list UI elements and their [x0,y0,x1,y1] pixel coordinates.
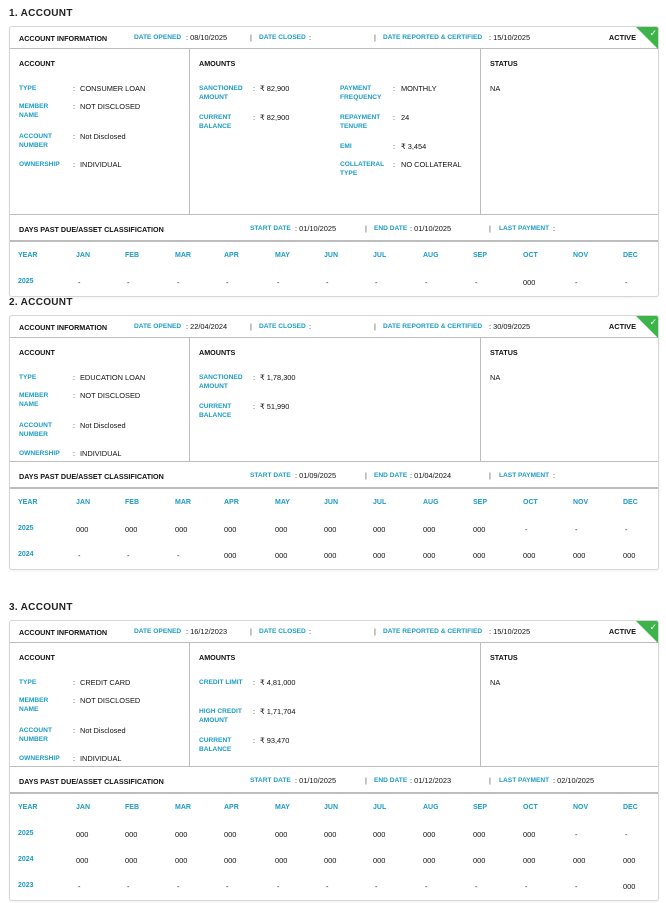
month-header-sep: SEP [473,804,488,811]
dpd-cell: 000 [125,525,138,534]
divider-pipe: | [250,627,252,636]
colon: : [253,113,256,122]
type-value: CREDIT CARD [80,678,131,687]
month-header-jun: JUN [324,252,339,259]
colon: : [73,696,76,705]
amount-label: PAYMENT FREQUENCY [340,85,382,101]
amount-value: ₹ 1,78,300 [260,373,296,382]
account-column [10,49,189,214]
member-name-label: MEMBER NAME [19,392,49,408]
account-number-value: Not Disclosed [80,132,126,141]
dpd-year: 2025 [18,278,34,285]
dpd-cell: 000 [473,856,486,865]
status-badge: ACTIVE [608,627,636,636]
dpd-cell: - [177,551,180,560]
dpd-heading: DAYS PAST DUE/ASSET CLASSIFICATION [19,777,164,786]
colon: : [253,84,256,93]
dpd-year: 2025 [18,830,34,837]
date-closed-value: : [309,33,312,42]
start-date-value: : 01/10/2025 [295,776,337,785]
dpd-cell: 000 [125,830,138,839]
member-name-label: MEMBER NAME [19,103,49,119]
account-column-heading: ACCOUNT [19,653,55,662]
dpd-cell: - [525,525,528,534]
ownership-label: OWNERSHIP [19,755,60,762]
month-header-sep: SEP [473,252,488,259]
dpd-cell: - [475,882,478,891]
dpd-cell: 000 [125,856,138,865]
account-column [10,643,189,766]
month-header-aug: AUG [423,499,439,506]
check-icon: ✓ [649,28,657,38]
end-date-value: : 01/10/2025 [410,224,452,233]
colon: : [393,84,396,93]
check-icon: ✓ [649,622,657,632]
account-section [9,6,659,306]
month-header-aug: AUG [423,252,439,259]
colon: : [253,678,256,687]
dpd-cell: 000 [523,830,536,839]
account-section-title: 1. ACCOUNT [9,8,73,19]
dpd-cell: - [127,551,130,560]
start-date-label: START DATE [250,225,291,232]
amount-label: CURRENT BALANCE [199,737,232,753]
ownership-label: OWNERSHIP [19,161,60,168]
date-reported-label: DATE REPORTED & CERTIFIED [383,628,483,635]
account-info-header [10,316,659,338]
account-card [9,620,659,901]
dpd-cell: 000 [423,830,436,839]
colon: : [73,84,76,93]
dpd-cell: - [277,278,280,287]
start-date-label: START DATE [250,472,291,479]
month-header-jul: JUL [373,252,387,259]
dpd-cell: - [375,882,378,891]
dpd-cell: 000 [76,525,89,534]
colon: : [73,102,76,111]
amount-value: ₹ 82,900 [260,84,290,93]
amount-label: CURRENT BALANCE [199,403,232,419]
dpd-cell: 000 [523,278,536,287]
dpd-cell: 000 [175,856,188,865]
colon: : [73,678,76,687]
dpd-cell: - [127,278,130,287]
dpd-year: 2024 [18,551,34,558]
date-opened-label: DATE OPENED [134,628,182,635]
year-header: YEAR [18,252,38,259]
colon: : [73,132,76,141]
month-header-nov: NOV [573,252,589,259]
amount-label: COLLATERAL TYPE [340,161,385,177]
dpd-cell: - [475,278,478,287]
year-header: YEAR [18,499,38,506]
ownership-value: INDIVIDUAL [80,754,122,763]
colon: : [393,113,396,122]
dpd-heading: DAYS PAST DUE/ASSET CLASSIFICATION [19,225,164,234]
dpd-cell: 000 [175,830,188,839]
dpd-cell: 000 [523,856,536,865]
amount-label: REPAYMENT TENURE [340,114,381,130]
start-date-value: : 01/10/2025 [295,224,337,233]
divider-pipe: | [365,776,367,785]
dpd-cell: 000 [224,830,237,839]
dpd-cell: - [525,882,528,891]
dpd-cell: 000 [175,525,188,534]
month-header-apr: APR [224,252,239,259]
dpd-year: 2024 [18,856,34,863]
dpd-cell: - [625,278,628,287]
dpd-cell: 000 [275,856,288,865]
dpd-cell: - [78,278,81,287]
end-date-label: END DATE [374,777,408,784]
dpd-cell: 000 [324,830,337,839]
status-value: NA [490,678,501,687]
type-value: CONSUMER LOAN [80,84,146,93]
amount-value: MONTHLY [401,84,437,93]
month-header-apr: APR [224,499,239,506]
amount-value: NO COLLATERAL [401,160,462,169]
dpd-cell: 000 [623,856,636,865]
date-reported-value: : 30/09/2025 [489,322,531,331]
colon: : [73,449,76,458]
dpd-cell: 000 [275,830,288,839]
status-badge: ACTIVE [608,322,636,331]
last-payment-label: LAST PAYMENT [499,225,550,232]
account-info-header [10,27,659,49]
date-opened-value: : 22/04/2024 [186,322,228,331]
dpd-cell: 000 [275,551,288,560]
colon: : [253,373,256,382]
amounts-column [189,643,480,766]
amount-value: ₹ 93,470 [260,736,290,745]
last-payment-value: : [553,224,556,233]
divider-pipe: | [374,33,376,42]
dpd-cell: - [226,882,229,891]
month-header-mar: MAR [175,252,191,259]
amount-label: SANCTIONED AMOUNT [199,374,243,390]
dpd-cell: 000 [373,525,386,534]
dpd-cell: 000 [423,525,436,534]
dpd-cell: 000 [573,551,586,560]
month-header-feb: FEB [125,804,139,811]
date-reported-label: DATE REPORTED & CERTIFIED [383,323,483,330]
last-payment-value: : 02/10/2025 [553,776,595,785]
date-reported-label: DATE REPORTED & CERTIFIED [383,34,483,41]
divider-pipe: | [250,322,252,331]
account-column-heading: ACCOUNT [19,59,55,68]
month-header-mar: MAR [175,499,191,506]
dpd-year: 2023 [18,882,34,889]
month-header-oct: OCT [523,252,538,259]
dpd-cell: 000 [623,882,636,891]
amount-label: CREDIT LIMIT [199,679,243,686]
divider-pipe: | [489,471,491,480]
member-name-value: NOT DISCLOSED [80,391,141,400]
amount-value: 24 [401,113,410,122]
account-info-grid [10,338,659,462]
account-section-title: 3. ACCOUNT [9,602,73,613]
dpd-cell: - [127,882,130,891]
colon: : [393,142,396,151]
dpd-cell: 000 [373,551,386,560]
last-payment-label: LAST PAYMENT [499,472,550,479]
dpd-cell: 000 [623,551,636,560]
ownership-label: OWNERSHIP [19,450,60,457]
month-header-oct: OCT [523,804,538,811]
month-header-jun: JUN [324,804,339,811]
colon: : [73,373,76,382]
dpd-cell: 000 [224,525,237,534]
month-header-jan: JAN [76,499,91,506]
type-label: TYPE [19,374,37,381]
colon: : [73,160,76,169]
dpd-cell: - [625,830,628,839]
colon: : [253,736,256,745]
amount-value: ₹ 82,900 [260,113,290,122]
end-date-label: END DATE [374,225,408,232]
status-badge: ACTIVE [608,33,636,42]
colon: : [253,707,256,716]
month-header-feb: FEB [125,499,139,506]
date-opened-label: DATE OPENED [134,323,182,330]
type-label: TYPE [19,679,37,686]
dpd-cell: 000 [324,551,337,560]
amounts-column-heading: AMOUNTS [199,59,236,68]
dpd-cell: - [177,882,180,891]
dpd-cell: - [78,551,81,560]
month-header-may: MAY [275,804,290,811]
dpd-table [10,242,659,294]
account-info-heading: ACCOUNT INFORMATION [19,323,108,332]
colon: : [73,754,76,763]
account-section [9,295,659,595]
ownership-value: INDIVIDUAL [80,449,122,458]
colon: : [73,421,76,430]
divider-pipe: | [250,33,252,42]
dpd-cell: 000 [473,525,486,534]
account-column-heading: ACCOUNT [19,348,55,357]
month-header-mar: MAR [175,804,191,811]
account-info-heading: ACCOUNT INFORMATION [19,628,108,637]
amounts-column-heading: AMOUNTS [199,348,236,357]
month-header-jan: JAN [76,252,91,259]
dpd-header [10,215,659,242]
dpd-header [10,462,659,489]
amount-value: ₹ 4,81,000 [260,678,296,687]
dpd-cell: 000 [373,856,386,865]
dpd-cell: - [177,278,180,287]
amounts-column-heading: AMOUNTS [199,653,236,662]
amount-label: CURRENT BALANCE [199,114,232,130]
dpd-table [10,489,659,567]
dpd-cell: - [78,882,81,891]
divider-pipe: | [489,224,491,233]
dpd-cell: - [575,882,578,891]
dpd-cell: 000 [423,551,436,560]
amount-value: ₹ 51,990 [260,402,290,411]
amount-label: EMI [340,143,352,150]
month-header-may: MAY [275,499,290,506]
month-header-may: MAY [275,252,290,259]
dpd-cell: 000 [573,856,586,865]
month-header-jul: JUL [373,804,387,811]
dpd-cell: 000 [224,856,237,865]
dpd-cell: 000 [523,551,536,560]
status-column-heading: STATUS [490,59,518,68]
amounts-column [189,49,480,214]
month-header-nov: NOV [573,804,589,811]
month-header-feb: FEB [125,252,139,259]
status-column [480,338,659,461]
dpd-cell: 000 [324,856,337,865]
colon: : [393,160,396,169]
dpd-cell: - [326,882,329,891]
ownership-value: INDIVIDUAL [80,160,122,169]
month-header-dec: DEC [623,499,638,506]
start-date-label: START DATE [250,777,291,784]
dpd-cell: - [326,278,329,287]
dpd-cell: 000 [76,856,89,865]
dpd-cell: - [575,525,578,534]
status-value: NA [490,84,501,93]
type-label: TYPE [19,85,37,92]
colon: : [73,391,76,400]
date-reported-value: : 15/10/2025 [489,33,531,42]
status-value: NA [490,373,501,382]
account-info-grid [10,643,659,767]
dpd-table [10,794,659,898]
type-value: EDUCATION LOAN [80,373,146,382]
month-header-jun: JUN [324,499,339,506]
start-date-value: : 01/09/2025 [295,471,337,480]
dpd-heading: DAYS PAST DUE/ASSET CLASSIFICATION [19,472,164,481]
date-opened-value: : 16/12/2023 [186,627,228,636]
account-card [9,315,659,570]
month-header-jul: JUL [373,499,387,506]
dpd-cell: 000 [473,830,486,839]
dpd-cell: - [425,278,428,287]
check-icon: ✓ [649,317,657,327]
dpd-cell: - [425,882,428,891]
date-closed-label: DATE CLOSED [259,34,306,41]
date-closed-label: DATE CLOSED [259,628,306,635]
status-column [480,643,659,766]
account-section [9,600,659,900]
account-info-header [10,621,659,643]
month-header-sep: SEP [473,499,488,506]
dpd-cell: - [277,882,280,891]
member-name-value: NOT DISCLOSED [80,102,141,111]
member-name-label: MEMBER NAME [19,697,49,713]
status-column [480,49,659,214]
amount-label: HIGH CREDIT AMOUNT [199,708,242,724]
month-header-dec: DEC [623,804,638,811]
dpd-cell: - [375,278,378,287]
dpd-cell: 000 [76,830,89,839]
account-number-label: ACCOUNT NUMBER [19,727,52,743]
date-opened-label: DATE OPENED [134,34,182,41]
month-header-apr: APR [224,804,239,811]
account-number-label: ACCOUNT NUMBER [19,422,52,438]
member-name-value: NOT DISCLOSED [80,696,141,705]
colon: : [73,726,76,735]
account-card [9,26,659,297]
amount-label: SANCTIONED AMOUNT [199,85,243,101]
divider-pipe: | [365,224,367,233]
divider-pipe: | [374,322,376,331]
end-date-label: END DATE [374,472,408,479]
dpd-header [10,767,659,794]
dpd-cell: - [226,278,229,287]
dpd-cell: 000 [423,856,436,865]
status-column-heading: STATUS [490,653,518,662]
dpd-year: 2025 [18,525,34,532]
status-column-heading: STATUS [490,348,518,357]
divider-pipe: | [489,776,491,785]
dpd-cell: 000 [373,830,386,839]
amount-value: ₹ 3,454 [401,142,427,151]
account-number-value: Not Disclosed [80,421,126,430]
dpd-cell: 000 [224,551,237,560]
last-payment-value: : [553,471,556,480]
dpd-cell: - [575,830,578,839]
year-header: YEAR [18,804,38,811]
account-column [10,338,189,461]
date-closed-value: : [309,322,312,331]
last-payment-label: LAST PAYMENT [499,777,550,784]
amounts-column [189,338,480,461]
account-number-value: Not Disclosed [80,726,126,735]
date-closed-label: DATE CLOSED [259,323,306,330]
month-header-nov: NOV [573,499,589,506]
dpd-cell: 000 [324,525,337,534]
divider-pipe: | [365,471,367,480]
account-number-label: ACCOUNT NUMBER [19,133,52,149]
month-header-oct: OCT [523,499,538,506]
divider-pipe: | [374,627,376,636]
colon: : [253,402,256,411]
account-info-heading: ACCOUNT INFORMATION [19,34,108,43]
dpd-cell: - [625,525,628,534]
month-header-dec: DEC [623,252,638,259]
dpd-cell: - [575,278,578,287]
dpd-cell: 000 [275,525,288,534]
date-closed-value: : [309,627,312,636]
date-opened-value: : 08/10/2025 [186,33,228,42]
amount-value: ₹ 1,71,704 [260,707,296,716]
end-date-value: : 01/12/2023 [410,776,452,785]
date-reported-value: : 15/10/2025 [489,627,531,636]
account-section-title: 2. ACCOUNT [9,297,73,308]
end-date-value: : 01/04/2024 [410,471,452,480]
dpd-cell: 000 [473,551,486,560]
month-header-jan: JAN [76,804,91,811]
month-header-aug: AUG [423,804,439,811]
account-info-grid [10,49,659,215]
